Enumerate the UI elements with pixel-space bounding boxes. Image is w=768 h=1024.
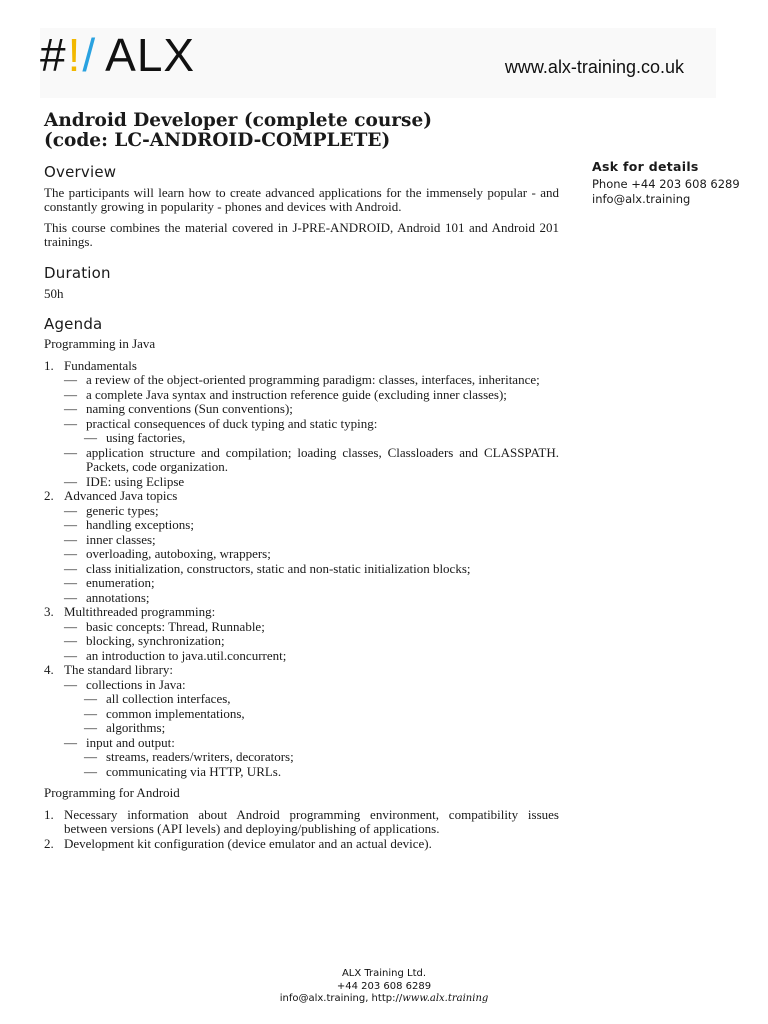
agenda-bullet-text: communicating via HTTP, URLs. bbox=[106, 763, 282, 779]
list-number: 3. bbox=[44, 604, 54, 619]
agenda-bullet-text: naming conventions (Sun conventions); bbox=[86, 401, 293, 416]
contact-email-link[interactable]: info@alx.training bbox=[592, 192, 691, 206]
agenda-android-item bbox=[44, 808, 559, 837]
agenda-bullet bbox=[64, 475, 559, 490]
agenda-part1-title: Programming in Java bbox=[44, 336, 156, 351]
agenda-section-item bbox=[44, 663, 559, 779]
agenda-bullet bbox=[64, 562, 559, 577]
agenda-bullet-text: an introduction to java.util.concurrent; bbox=[86, 647, 287, 663]
footer-phone: +44 203 608 6289 bbox=[336, 980, 432, 992]
agenda-bullet-text: enumeration; bbox=[86, 575, 155, 590]
list-number: 2. bbox=[44, 835, 54, 851]
agenda-bullet-text: handling exceptions; bbox=[86, 517, 194, 532]
agenda-bullet bbox=[64, 373, 559, 388]
dash-marker: — bbox=[64, 401, 77, 416]
agenda-android-list bbox=[44, 808, 559, 852]
agenda-section-label: Advanced Java topics bbox=[64, 488, 178, 503]
dash-marker: — bbox=[64, 415, 77, 431]
dash-marker: — bbox=[64, 618, 77, 634]
agenda-bullet bbox=[64, 692, 559, 707]
agenda-bullet-text: algorithms; bbox=[106, 720, 166, 735]
list-number: 4. bbox=[44, 662, 54, 677]
dash-marker: — bbox=[64, 546, 77, 561]
list-number: 1. bbox=[44, 357, 54, 373]
agenda-bullet bbox=[64, 388, 559, 403]
agenda-android-item bbox=[44, 837, 559, 852]
agenda-bullet bbox=[64, 707, 559, 722]
agenda-bullet bbox=[64, 765, 559, 780]
overview-heading: Overview bbox=[44, 163, 117, 181]
overview-paragraph-1: The participants will learn how to create advanced applications for the immensely popular - and constantly growing in popularity - phones and devices with Android. bbox=[44, 184, 559, 214]
page-title bbox=[44, 111, 564, 151]
agenda-bullet-text: basic concepts: Thread, Runnable; bbox=[86, 618, 265, 634]
agenda-section-label: Fundamentals bbox=[64, 357, 137, 373]
agenda-bullet-text: streams, readers/writers, decorators; bbox=[106, 749, 294, 764]
agenda-bullet bbox=[64, 591, 559, 606]
dash-marker: — bbox=[64, 676, 77, 692]
dash-marker: — bbox=[64, 647, 77, 663]
agenda-bullet bbox=[64, 446, 559, 475]
agenda-bullet-text: a complete Java syntax and instruction reference guide (excluding inner classes); bbox=[86, 386, 507, 402]
agenda-bullet bbox=[64, 547, 559, 562]
title-line-1: Android Developer (complete course) bbox=[44, 110, 432, 131]
dash-marker: — bbox=[64, 734, 77, 750]
agenda-bullet bbox=[64, 576, 559, 591]
agenda-bullet bbox=[64, 417, 559, 432]
ask-for-details-heading: Ask for details bbox=[592, 159, 699, 174]
agenda-bullet bbox=[64, 518, 559, 533]
duration-value: 50h bbox=[44, 286, 64, 301]
dash-marker: — bbox=[64, 473, 77, 489]
list-number: 1. bbox=[44, 806, 54, 822]
dash-marker: — bbox=[64, 575, 77, 590]
agenda-bullet-text: annotations; bbox=[86, 589, 150, 605]
dash-marker: — bbox=[64, 372, 77, 387]
agenda-bullet-text: application structure and compilation; loading classes, Classloaders and CLASSPATH. Packets, code organization. bbox=[86, 444, 559, 474]
agenda-bullet-text: blocking, synchronization; bbox=[86, 633, 225, 648]
dash-marker: — bbox=[84, 749, 97, 764]
dash-marker: — bbox=[84, 763, 97, 779]
site-url-link[interactable]: www.alx-training.co.uk bbox=[504, 57, 684, 77]
dash-marker: — bbox=[64, 633, 77, 648]
agenda-section-label: The standard library: bbox=[64, 662, 174, 677]
agenda-bullet-text: input and output: bbox=[86, 734, 175, 750]
overview-paragraph-2: This course combines the material covered in J-PRE-ANDROID, Android 101 and Android 201 trainings. bbox=[44, 219, 559, 249]
agenda-section-item bbox=[44, 489, 559, 605]
agenda-section-item bbox=[44, 359, 559, 490]
agenda-bullet bbox=[64, 649, 559, 664]
agenda-bullet bbox=[64, 431, 559, 446]
title-line-2: (code: LC-ANDROID-COMPLETE) bbox=[44, 130, 391, 151]
agenda-bullet bbox=[64, 750, 559, 765]
footer-contact: info@alx.training, http://www.alx.training bbox=[279, 993, 489, 1004]
agenda-bullet bbox=[64, 721, 559, 736]
agenda-bullet bbox=[64, 620, 559, 635]
agenda-bullet-text: inner classes; bbox=[86, 531, 156, 547]
agenda-bullet-text: collections in Java: bbox=[86, 676, 186, 692]
footer-company: ALX Training Ltd. bbox=[341, 968, 427, 979]
agenda-bullet-text: class initialization, constructors, static and non-static initialization blocks; bbox=[86, 560, 471, 576]
footer-site-link[interactable]: www.alx.training bbox=[402, 993, 489, 1004]
agenda-bullet bbox=[64, 533, 559, 548]
agenda-section-item bbox=[44, 605, 559, 663]
agenda-bullet bbox=[64, 634, 559, 649]
dash-marker: — bbox=[84, 430, 97, 445]
dash-marker: — bbox=[64, 531, 77, 547]
agenda-bullet bbox=[64, 504, 559, 519]
course-content bbox=[44, 165, 559, 851]
agenda-heading: Agenda bbox=[44, 314, 103, 333]
contact-phone: Phone +44 203 608 6289 bbox=[592, 176, 740, 191]
page-footer bbox=[0, 968, 768, 1006]
dash-marker: — bbox=[64, 589, 77, 605]
agenda-bullet bbox=[64, 678, 559, 693]
agenda-section-label: Multithreaded programming: bbox=[64, 604, 216, 619]
dash-marker: — bbox=[64, 502, 77, 518]
dash-marker: — bbox=[84, 705, 97, 721]
agenda-part2-title: Programming for Android bbox=[44, 785, 180, 800]
alx-logo: #!/ ALX bbox=[40, 29, 196, 81]
agenda-java-list bbox=[44, 359, 559, 780]
dash-marker: — bbox=[84, 691, 97, 706]
agenda-bullet-text: common implementations, bbox=[106, 705, 245, 721]
agenda-android-text: Development kit configuration (device emulator and an actual device). bbox=[64, 835, 432, 851]
agenda-bullet-text: practical consequences of duck typing and static typing: bbox=[86, 415, 378, 431]
dash-marker: — bbox=[64, 517, 77, 532]
agenda-bullet-text: overloading, autoboxing, wrappers; bbox=[86, 546, 271, 561]
dash-marker: — bbox=[64, 386, 77, 402]
contact-sidebar bbox=[592, 159, 752, 208]
agenda-bullet bbox=[64, 736, 559, 751]
list-number: 2. bbox=[44, 488, 54, 503]
dash-marker: — bbox=[64, 444, 77, 460]
dash-marker: — bbox=[84, 720, 97, 735]
agenda-bullet-text: all collection interfaces, bbox=[106, 691, 231, 706]
agenda-bullet-text: a review of the object-oriented programming paradigm: classes, interfaces, inheritance; bbox=[86, 372, 540, 387]
agenda-android-text: Necessary information about Android programming environment, compatibility issues between versions (API levels) and deploying/publishing of applications. bbox=[64, 806, 559, 836]
agenda-bullet-text: generic types; bbox=[86, 502, 159, 518]
agenda-bullet-text: using factories, bbox=[106, 430, 186, 445]
duration-heading: Duration bbox=[44, 263, 111, 282]
dash-marker: — bbox=[64, 560, 77, 576]
agenda-bullet-text: IDE: using Eclipse bbox=[86, 473, 185, 489]
agenda-bullet bbox=[64, 402, 559, 417]
